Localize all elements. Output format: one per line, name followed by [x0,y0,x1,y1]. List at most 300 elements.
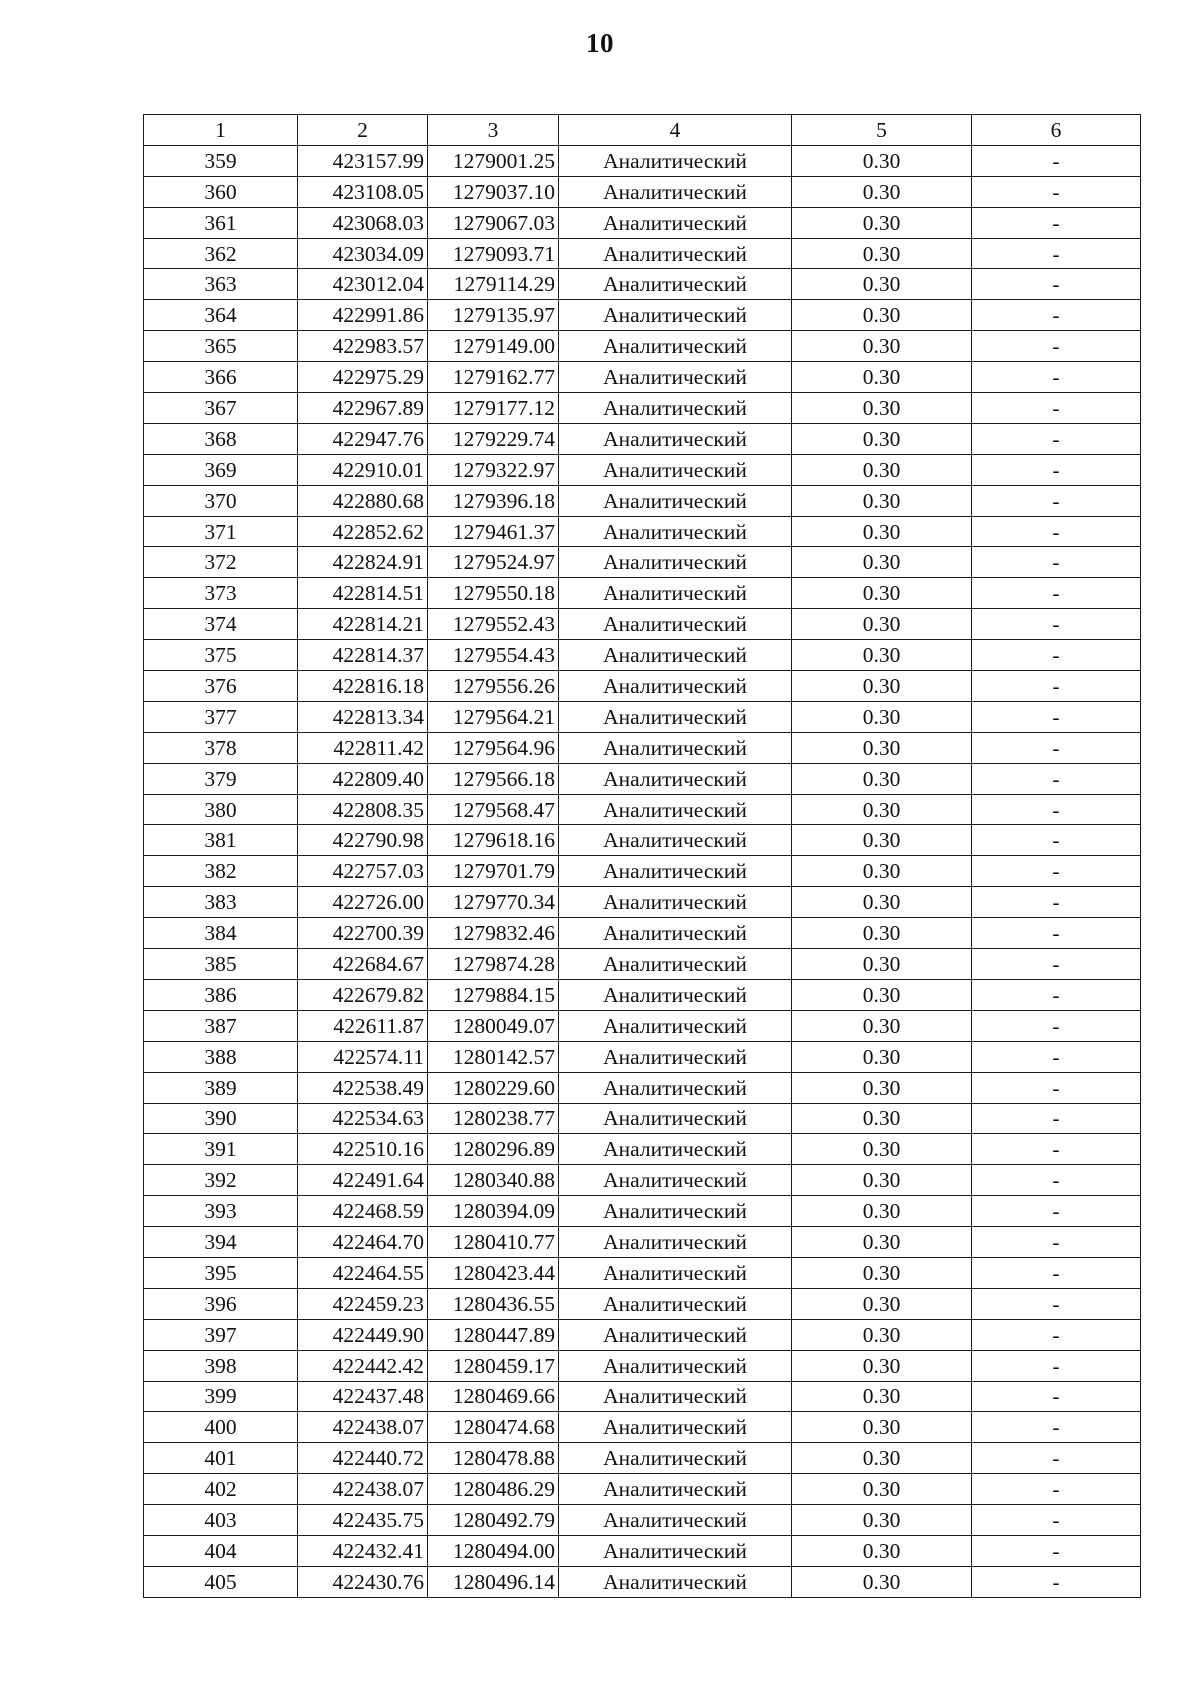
y-coordinate-cell: 1279135.97 [428,300,559,331]
method-cell: Аналитический [559,1443,792,1474]
point-number-cell: 359 [144,145,298,176]
table-row [144,1103,1141,1134]
point-number-cell: 402 [144,1474,298,1505]
note-cell: - [972,1412,1141,1443]
y-coordinate-cell: 1280492.79 [428,1505,559,1536]
note-cell: - [972,1443,1141,1474]
method-cell: Аналитический [559,1566,792,1597]
method-cell: Аналитический [559,207,792,238]
table-row [144,300,1141,331]
note-cell: - [972,238,1141,269]
table-row [144,825,1141,856]
accuracy-cell: 0.30 [792,609,972,640]
x-coordinate-cell: 422442.42 [298,1350,428,1381]
note-cell: - [972,979,1141,1010]
accuracy-cell: 0.30 [792,1227,972,1258]
y-coordinate-cell: 1279552.43 [428,609,559,640]
point-number-cell: 395 [144,1257,298,1288]
note-cell: - [972,1041,1141,1072]
x-coordinate-cell: 422440.72 [298,1443,428,1474]
method-cell: Аналитический [559,1196,792,1227]
x-coordinate-cell: 422684.67 [298,949,428,980]
y-coordinate-cell: 1280238.77 [428,1103,559,1134]
column-header-6: 6 [972,115,1141,146]
method-cell: Аналитический [559,269,792,300]
method-cell: Аналитический [559,825,792,856]
x-coordinate-cell: 422438.07 [298,1412,428,1443]
y-coordinate-cell: 1279566.18 [428,763,559,794]
note-cell: - [972,1165,1141,1196]
y-coordinate-cell: 1279322.97 [428,454,559,485]
y-coordinate-cell: 1279550.18 [428,578,559,609]
x-coordinate-cell: 423157.99 [298,145,428,176]
accuracy-cell: 0.30 [792,269,972,300]
accuracy-cell: 0.30 [792,1196,972,1227]
note-cell: - [972,949,1141,980]
accuracy-cell: 0.30 [792,763,972,794]
method-cell: Аналитический [559,949,792,980]
x-coordinate-cell: 422852.62 [298,516,428,547]
table-row [144,1505,1141,1536]
method-cell: Аналитический [559,454,792,485]
table-header [144,115,1141,146]
point-number-cell: 398 [144,1350,298,1381]
table-row [144,1412,1141,1443]
point-number-cell: 388 [144,1041,298,1072]
point-number-cell: 362 [144,238,298,269]
table-row [144,454,1141,485]
method-cell: Аналитический [559,1103,792,1134]
table-row [144,1257,1141,1288]
x-coordinate-cell: 422430.76 [298,1566,428,1597]
note-cell: - [972,423,1141,454]
note-cell: - [972,1319,1141,1350]
method-cell: Аналитический [559,1288,792,1319]
note-cell: - [972,1535,1141,1566]
accuracy-cell: 0.30 [792,1381,972,1412]
method-cell: Аналитический [559,1010,792,1041]
x-coordinate-cell: 422790.98 [298,825,428,856]
point-number-cell: 401 [144,1443,298,1474]
y-coordinate-cell: 1280436.55 [428,1288,559,1319]
y-coordinate-cell: 1279037.10 [428,176,559,207]
point-number-cell: 393 [144,1196,298,1227]
table-row [144,1350,1141,1381]
table-row [144,1566,1141,1597]
note-cell: - [972,269,1141,300]
accuracy-cell: 0.30 [792,1474,972,1505]
table-row [144,640,1141,671]
x-coordinate-cell: 423034.09 [298,238,428,269]
point-number-cell: 365 [144,331,298,362]
accuracy-cell: 0.30 [792,732,972,763]
x-coordinate-cell: 422468.59 [298,1196,428,1227]
table-row [144,1041,1141,1072]
accuracy-cell: 0.30 [792,949,972,980]
point-number-cell: 368 [144,423,298,454]
note-cell: - [972,671,1141,702]
accuracy-cell: 0.30 [792,701,972,732]
method-cell: Аналитический [559,671,792,702]
method-cell: Аналитический [559,578,792,609]
x-coordinate-cell: 422464.55 [298,1257,428,1288]
point-number-cell: 390 [144,1103,298,1134]
table-row [144,423,1141,454]
method-cell: Аналитический [559,1350,792,1381]
point-number-cell: 386 [144,979,298,1010]
table-row [144,949,1141,980]
accuracy-cell: 0.30 [792,331,972,362]
accuracy-cell: 0.30 [792,979,972,1010]
y-coordinate-cell: 1279396.18 [428,485,559,516]
x-coordinate-cell: 422438.07 [298,1474,428,1505]
column-header-1: 1 [144,115,298,146]
note-cell: - [972,1010,1141,1041]
x-coordinate-cell: 422975.29 [298,362,428,393]
point-number-cell: 405 [144,1566,298,1597]
x-coordinate-cell: 422449.90 [298,1319,428,1350]
point-number-cell: 383 [144,887,298,918]
table-row [144,485,1141,516]
y-coordinate-cell: 1280486.29 [428,1474,559,1505]
method-cell: Аналитический [559,1165,792,1196]
table-row [144,671,1141,702]
point-number-cell: 389 [144,1072,298,1103]
point-number-cell: 379 [144,763,298,794]
x-coordinate-cell: 422947.76 [298,423,428,454]
x-coordinate-cell: 422880.68 [298,485,428,516]
table-row [144,794,1141,825]
accuracy-cell: 0.30 [792,423,972,454]
note-cell: - [972,609,1141,640]
method-cell: Аналитический [559,763,792,794]
accuracy-cell: 0.30 [792,1165,972,1196]
method-cell: Аналитический [559,238,792,269]
y-coordinate-cell: 1280229.60 [428,1072,559,1103]
y-coordinate-cell: 1279564.96 [428,732,559,763]
note-cell: - [972,578,1141,609]
point-number-cell: 385 [144,949,298,980]
point-number-cell: 367 [144,393,298,424]
note-cell: - [972,1474,1141,1505]
table-row [144,701,1141,732]
method-cell: Аналитический [559,640,792,671]
method-cell: Аналитический [559,1134,792,1165]
accuracy-cell: 0.30 [792,887,972,918]
accuracy-cell: 0.30 [792,485,972,516]
point-number-cell: 374 [144,609,298,640]
accuracy-cell: 0.30 [792,1134,972,1165]
x-coordinate-cell: 422983.57 [298,331,428,362]
y-coordinate-cell: 1279001.25 [428,145,559,176]
accuracy-cell: 0.30 [792,516,972,547]
method-cell: Аналитический [559,609,792,640]
x-coordinate-cell: 422726.00 [298,887,428,918]
table-row [144,1227,1141,1258]
coordinates-table [143,114,1141,1598]
y-coordinate-cell: 1280447.89 [428,1319,559,1350]
note-cell: - [972,701,1141,732]
table-row [144,1165,1141,1196]
note-cell: - [972,856,1141,887]
y-coordinate-cell: 1280459.17 [428,1350,559,1381]
x-coordinate-cell: 422459.23 [298,1288,428,1319]
x-coordinate-cell: 422814.51 [298,578,428,609]
table-row [144,732,1141,763]
note-cell: - [972,1227,1141,1258]
x-coordinate-cell: 423108.05 [298,176,428,207]
accuracy-cell: 0.30 [792,1566,972,1597]
accuracy-cell: 0.30 [792,1010,972,1041]
note-cell: - [972,1288,1141,1319]
table-row [144,763,1141,794]
y-coordinate-cell: 1279556.26 [428,671,559,702]
y-coordinate-cell: 1280340.88 [428,1165,559,1196]
point-number-cell: 360 [144,176,298,207]
accuracy-cell: 0.30 [792,145,972,176]
method-cell: Аналитический [559,979,792,1010]
x-coordinate-cell: 422534.63 [298,1103,428,1134]
y-coordinate-cell: 1279229.74 [428,423,559,454]
accuracy-cell: 0.30 [792,393,972,424]
y-coordinate-cell: 1279554.43 [428,640,559,671]
table-row [144,1134,1141,1165]
x-coordinate-cell: 422814.37 [298,640,428,671]
method-cell: Аналитический [559,1381,792,1412]
note-cell: - [972,732,1141,763]
point-number-cell: 361 [144,207,298,238]
x-coordinate-cell: 422808.35 [298,794,428,825]
accuracy-cell: 0.30 [792,238,972,269]
table-row [144,887,1141,918]
point-number-cell: 382 [144,856,298,887]
method-cell: Аналитический [559,1227,792,1258]
method-cell: Аналитический [559,1257,792,1288]
point-number-cell: 364 [144,300,298,331]
method-cell: Аналитический [559,516,792,547]
method-cell: Аналитический [559,794,792,825]
y-coordinate-cell: 1279701.79 [428,856,559,887]
accuracy-cell: 0.30 [792,918,972,949]
x-coordinate-cell: 422991.86 [298,300,428,331]
x-coordinate-cell: 422611.87 [298,1010,428,1041]
point-number-cell: 366 [144,362,298,393]
x-coordinate-cell: 423068.03 [298,207,428,238]
note-cell: - [972,145,1141,176]
y-coordinate-cell: 1279162.77 [428,362,559,393]
table-row [144,547,1141,578]
y-coordinate-cell: 1280049.07 [428,1010,559,1041]
x-coordinate-cell: 422679.82 [298,979,428,1010]
note-cell: - [972,887,1141,918]
table-row [144,145,1141,176]
method-cell: Аналитический [559,1412,792,1443]
accuracy-cell: 0.30 [792,362,972,393]
accuracy-cell: 0.30 [792,794,972,825]
note-cell: - [972,516,1141,547]
point-number-cell: 399 [144,1381,298,1412]
point-number-cell: 391 [144,1134,298,1165]
y-coordinate-cell: 1279149.00 [428,331,559,362]
accuracy-cell: 0.30 [792,1535,972,1566]
header-row [144,115,1141,146]
note-cell: - [972,1103,1141,1134]
note-cell: - [972,1566,1141,1597]
x-coordinate-cell: 422813.34 [298,701,428,732]
note-cell: - [972,300,1141,331]
note-cell: - [972,485,1141,516]
table-row [144,362,1141,393]
accuracy-cell: 0.30 [792,300,972,331]
x-coordinate-cell: 422757.03 [298,856,428,887]
y-coordinate-cell: 1280474.68 [428,1412,559,1443]
column-header-2: 2 [298,115,428,146]
note-cell: - [972,1350,1141,1381]
table-row [144,918,1141,949]
point-number-cell: 377 [144,701,298,732]
y-coordinate-cell: 1280394.09 [428,1196,559,1227]
point-number-cell: 400 [144,1412,298,1443]
y-coordinate-cell: 1279618.16 [428,825,559,856]
method-cell: Аналитический [559,1072,792,1103]
method-cell: Аналитический [559,732,792,763]
y-coordinate-cell: 1279564.21 [428,701,559,732]
point-number-cell: 376 [144,671,298,702]
accuracy-cell: 0.30 [792,176,972,207]
accuracy-cell: 0.30 [792,1319,972,1350]
point-number-cell: 372 [144,547,298,578]
accuracy-cell: 0.30 [792,1443,972,1474]
method-cell: Аналитический [559,176,792,207]
point-number-cell: 373 [144,578,298,609]
y-coordinate-cell: 1280496.14 [428,1566,559,1597]
note-cell: - [972,1134,1141,1165]
y-coordinate-cell: 1280494.00 [428,1535,559,1566]
point-number-cell: 381 [144,825,298,856]
x-coordinate-cell: 422967.89 [298,393,428,424]
x-coordinate-cell: 422538.49 [298,1072,428,1103]
y-coordinate-cell: 1280142.57 [428,1041,559,1072]
point-number-cell: 363 [144,269,298,300]
method-cell: Аналитический [559,887,792,918]
method-cell: Аналитический [559,1319,792,1350]
table-row [144,578,1141,609]
y-coordinate-cell: 1280478.88 [428,1443,559,1474]
point-number-cell: 380 [144,794,298,825]
point-number-cell: 394 [144,1227,298,1258]
point-number-cell: 375 [144,640,298,671]
accuracy-cell: 0.30 [792,547,972,578]
note-cell: - [972,362,1141,393]
point-number-cell: 397 [144,1319,298,1350]
table-row [144,393,1141,424]
table-row [144,1319,1141,1350]
x-coordinate-cell: 422700.39 [298,918,428,949]
method-cell: Аналитический [559,145,792,176]
x-coordinate-cell: 422432.41 [298,1535,428,1566]
accuracy-cell: 0.30 [792,856,972,887]
y-coordinate-cell: 1279770.34 [428,887,559,918]
x-coordinate-cell: 422464.70 [298,1227,428,1258]
x-coordinate-cell: 422811.42 [298,732,428,763]
table-row [144,207,1141,238]
point-number-cell: 387 [144,1010,298,1041]
accuracy-cell: 0.30 [792,1288,972,1319]
table-row [144,516,1141,547]
method-cell: Аналитический [559,485,792,516]
y-coordinate-cell: 1279524.97 [428,547,559,578]
y-coordinate-cell: 1280410.77 [428,1227,559,1258]
column-header-3: 3 [428,115,559,146]
point-number-cell: 369 [144,454,298,485]
table-row [144,856,1141,887]
x-coordinate-cell: 422437.48 [298,1381,428,1412]
accuracy-cell: 0.30 [792,1041,972,1072]
note-cell: - [972,1196,1141,1227]
method-cell: Аналитический [559,856,792,887]
table-row [144,238,1141,269]
note-cell: - [972,393,1141,424]
note-cell: - [972,918,1141,949]
note-cell: - [972,547,1141,578]
column-header-4: 4 [559,115,792,146]
x-coordinate-cell: 422814.21 [298,609,428,640]
method-cell: Аналитический [559,701,792,732]
table-row [144,1196,1141,1227]
table-row [144,1010,1141,1041]
y-coordinate-cell: 1280423.44 [428,1257,559,1288]
method-cell: Аналитический [559,547,792,578]
accuracy-cell: 0.30 [792,1072,972,1103]
y-coordinate-cell: 1279832.46 [428,918,559,949]
y-coordinate-cell: 1280469.66 [428,1381,559,1412]
point-number-cell: 392 [144,1165,298,1196]
point-number-cell: 370 [144,485,298,516]
point-number-cell: 384 [144,918,298,949]
column-header-5: 5 [792,115,972,146]
y-coordinate-cell: 1279067.03 [428,207,559,238]
point-number-cell: 403 [144,1505,298,1536]
x-coordinate-cell: 422910.01 [298,454,428,485]
table-row [144,176,1141,207]
x-coordinate-cell: 422809.40 [298,763,428,794]
table-row [144,1072,1141,1103]
note-cell: - [972,207,1141,238]
accuracy-cell: 0.30 [792,671,972,702]
x-coordinate-cell: 423012.04 [298,269,428,300]
method-cell: Аналитический [559,393,792,424]
table-row [144,609,1141,640]
method-cell: Аналитический [559,300,792,331]
x-coordinate-cell: 422816.18 [298,671,428,702]
method-cell: Аналитический [559,1041,792,1072]
method-cell: Аналитический [559,918,792,949]
note-cell: - [972,1072,1141,1103]
note-cell: - [972,825,1141,856]
accuracy-cell: 0.30 [792,640,972,671]
method-cell: Аналитический [559,1474,792,1505]
table-row [144,331,1141,362]
accuracy-cell: 0.30 [792,1412,972,1443]
y-coordinate-cell: 1279874.28 [428,949,559,980]
note-cell: - [972,1257,1141,1288]
x-coordinate-cell: 422435.75 [298,1505,428,1536]
note-cell: - [972,454,1141,485]
accuracy-cell: 0.30 [792,1257,972,1288]
table-body [144,145,1141,1597]
note-cell: - [972,1381,1141,1412]
accuracy-cell: 0.30 [792,1350,972,1381]
